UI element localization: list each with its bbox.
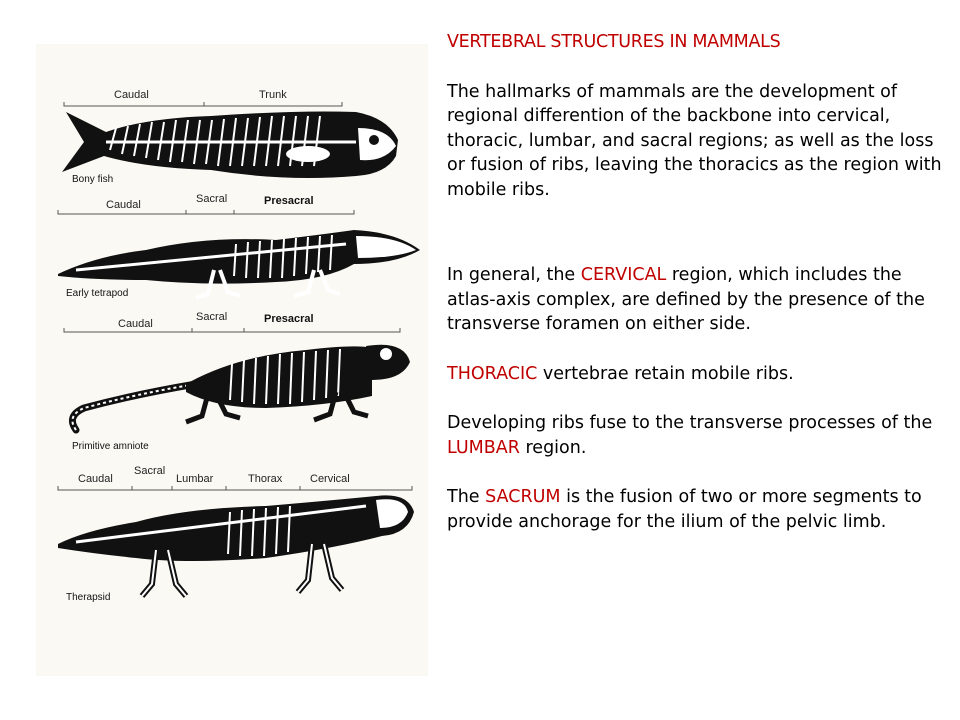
row-bony-fish	[62, 89, 398, 185]
region-bracket	[58, 486, 412, 490]
term-cervical: CERVICAL	[580, 265, 667, 285]
label-sacral: Sacral	[196, 193, 228, 205]
paragraph-sacrum: The SACRUM is the fusion of two or more segments to provide anchorage for the ilium of the pelvic limb.	[447, 487, 922, 532]
slide-title: VERTEBRAL STRUCTURES IN MAMMALS	[447, 32, 781, 52]
caption-early-tetrapod: Early tetrapod	[66, 288, 129, 299]
label-presacral: Presacral	[264, 195, 314, 207]
paragraph-hallmarks: The hallmarks of mammals are the development of regional differention of the backbone into cervical, thoracic, lumbar, and sacral regions; as well as the loss or fusion of ribs, leaving the thoracics as the region with mobile ribs.	[447, 81, 942, 200]
term-sacrum: SACRUM	[485, 487, 561, 507]
text-panel	[447, 30, 953, 534]
term-thoracic: THORACIC	[447, 363, 538, 384]
label-thorax: Thorax	[248, 473, 283, 485]
skeleton-diagram	[36, 44, 428, 676]
paragraph-cervical: In general, the CERVICAL region, which includes the atlas-axis complex, are defined by the presence of the transverse foramen on either side.	[447, 265, 925, 334]
region-bracket	[64, 328, 400, 332]
label-sacral: Sacral	[196, 311, 228, 323]
amniote-orbit	[380, 348, 392, 360]
evolution-figure	[36, 44, 428, 676]
caption-bony-fish: Bony fish	[72, 174, 114, 185]
label-caudal: Caudal	[114, 89, 149, 101]
term-lumbar: LUMBAR	[447, 437, 520, 458]
region-bracket	[64, 102, 342, 106]
label-caudal: Caudal	[78, 473, 113, 485]
paragraph-lumbar: Developing ribs fuse to the transverse processes of the LUMBAR region.	[447, 413, 933, 458]
label-caudal: Caudal	[118, 318, 153, 330]
paragraph-thoracic: THORACIC vertebrae retain mobile ribs.	[447, 363, 794, 384]
label-cervical: Cervical	[310, 473, 350, 485]
fish-eye	[369, 135, 379, 145]
label-presacral: Presacral	[264, 313, 314, 325]
row-therapsid	[58, 465, 414, 603]
fish-fin	[286, 146, 330, 162]
caption-primitive-amniote: Primitive amniote	[72, 441, 149, 452]
label-sacral: Sacral	[134, 465, 166, 477]
label-lumbar: Lumbar	[176, 473, 214, 485]
row-early-tetrapod	[58, 193, 420, 299]
caption-therapsid: Therapsid	[66, 592, 111, 603]
label-trunk: Trunk	[259, 89, 287, 101]
row-primitive-amniote	[64, 311, 410, 452]
region-bracket	[58, 210, 354, 214]
label-caudal: Caudal	[106, 199, 141, 211]
